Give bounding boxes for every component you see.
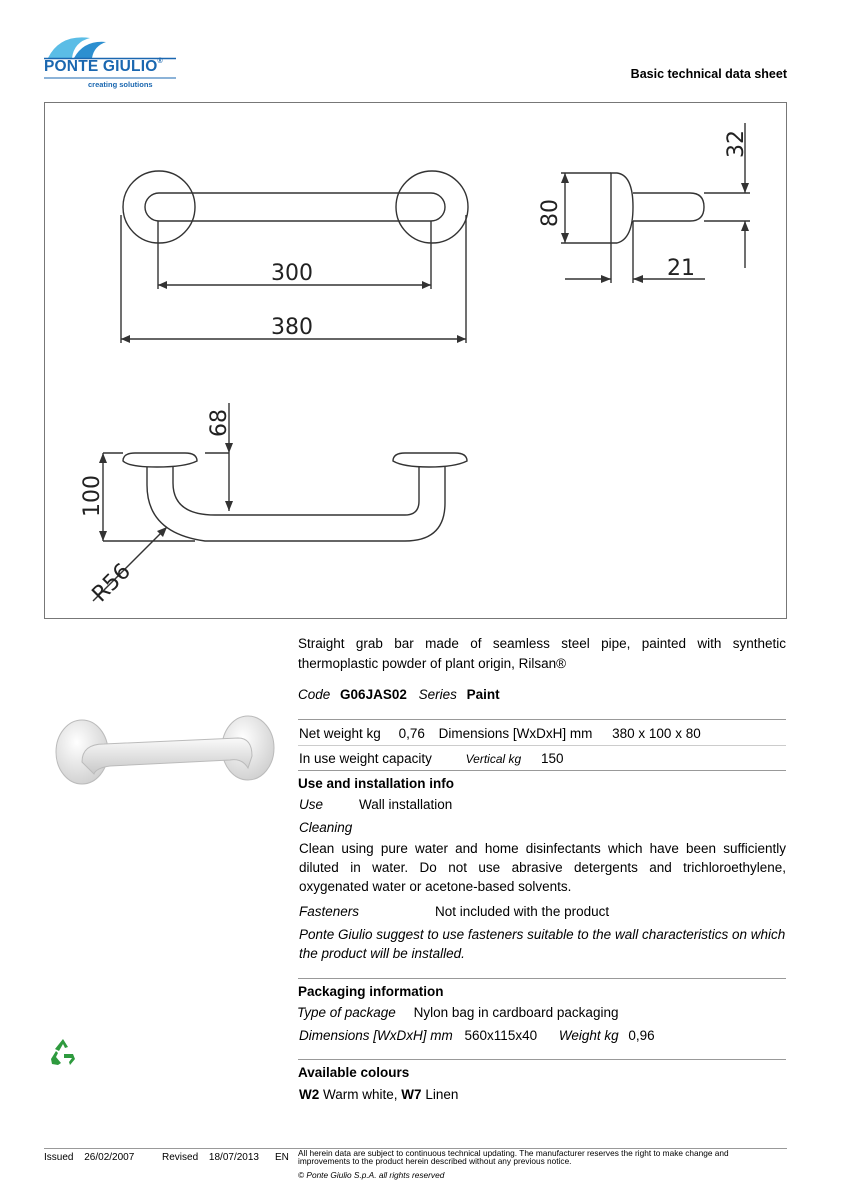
fasteners-label: Fasteners <box>299 904 360 919</box>
use-row <box>299 797 453 812</box>
drawing-svg <box>45 103 786 618</box>
divider <box>298 719 786 720</box>
top-bar-outer <box>147 467 445 541</box>
code-label: Code <box>298 687 331 702</box>
language-code: EN <box>275 1152 289 1163</box>
packaging-heading: Packaging information <box>298 984 444 999</box>
top-right-base <box>393 453 467 467</box>
package-weight-label: Weight kg <box>558 1028 619 1043</box>
issued: Issued 26/02/2007 <box>44 1152 135 1163</box>
use-info-heading: Use and installation info <box>298 776 455 791</box>
vertical-value: 150 <box>540 751 564 766</box>
vertical-label: Vertical kg <box>465 752 522 766</box>
technical-drawing <box>44 102 787 619</box>
dim-380: 380 <box>271 315 313 340</box>
divider <box>298 770 786 771</box>
top-left-base <box>123 453 197 467</box>
spec-capacity-row <box>299 751 563 766</box>
net-weight-value: 0,76 <box>398 726 425 741</box>
divider <box>298 978 786 979</box>
package-type-row <box>297 1005 618 1020</box>
package-dims-value: 560x115x40 <box>464 1028 538 1043</box>
package-weight-value: 0,96 <box>628 1028 655 1043</box>
code-line <box>298 687 500 702</box>
colours-list <box>299 1087 458 1102</box>
colour-name-w2: Warm white, <box>323 1087 398 1102</box>
logo-wave-icon <box>44 34 184 60</box>
fasteners-value: Not included with the product <box>435 904 610 919</box>
package-dims-row <box>299 1028 655 1043</box>
copyright: © Ponte Giulio S.p.A. all rights reserved <box>298 1170 445 1180</box>
package-type-label: Type of package <box>297 1005 396 1020</box>
colour-name-w7: Linen <box>425 1087 459 1102</box>
cleaning-text: Clean using pure water and home disinfectants which have been sufficiently diluted in water. Do not use abrasive detergents and trichloroethylene, oxygenated water or acetone-based solvents. <box>299 841 786 894</box>
dim-100: 100 <box>80 475 105 517</box>
brand-logo <box>44 34 184 94</box>
dim-r56: R56 <box>87 558 136 608</box>
net-weight-label: Net weight kg <box>299 726 381 741</box>
code-value: G06JAS02 <box>340 687 407 702</box>
top-bar-inner <box>173 467 419 515</box>
brand-name: PONTE GIULIO® <box>44 58 163 75</box>
dimensions-value: 380 x 100 x 80 <box>612 726 701 741</box>
divider <box>298 745 786 746</box>
cleaning-label: Cleaning <box>299 820 353 835</box>
recycle-icon <box>48 1037 78 1067</box>
dimensions-label: Dimensions [WxDxH] mm <box>438 726 593 741</box>
use-value: Wall installation <box>359 797 453 812</box>
product-description: Straight grab bar made of seamless steel pipe, painted with synthetic thermoplastic powder of plant origin, Rilsan® <box>298 636 786 671</box>
dim-32: 32 <box>724 130 749 158</box>
left-rosette <box>123 171 195 243</box>
side-bar <box>633 193 704 221</box>
use-label: Use <box>299 797 324 812</box>
package-dims-label: Dimensions [WxDxH] mm <box>299 1028 453 1043</box>
dim-21: 21 <box>667 256 695 281</box>
series-label: Series <box>418 687 457 702</box>
right-rosette <box>396 171 468 243</box>
side-rosette <box>611 173 633 243</box>
colours-heading: Available colours <box>298 1065 410 1080</box>
dim-300: 300 <box>271 261 313 286</box>
dim-68: 68 <box>207 409 232 437</box>
fasteners-row <box>299 904 610 919</box>
disclaimer: All herein data are subject to continuous technical updating. The manufacturer reserves the right to make change and improvements to the product herein described without any previous notice. <box>298 1148 729 1166</box>
series-value: Paint <box>466 687 500 702</box>
divider <box>298 1059 786 1060</box>
package-type-value: Nylon bag in cardboard packaging <box>413 1005 619 1020</box>
colour-code-w7: W7 <box>401 1087 422 1102</box>
fastener-suggestion: Ponte Giulio suggest to use fasteners suitable to the wall characteristics on which the product will be installed. <box>299 927 786 961</box>
bar-front <box>145 193 445 221</box>
capacity-label: In use weight capacity <box>299 751 432 766</box>
product-photo <box>52 710 277 792</box>
colour-code-w2: W2 <box>299 1087 320 1102</box>
revised: Revised 18/07/2013 <box>162 1152 259 1163</box>
sheet-title: Basic technical data sheet <box>630 67 787 81</box>
dim-80: 80 <box>538 199 563 227</box>
spec-weight-row <box>299 726 701 741</box>
brand-tagline: creating solutions <box>88 80 153 89</box>
